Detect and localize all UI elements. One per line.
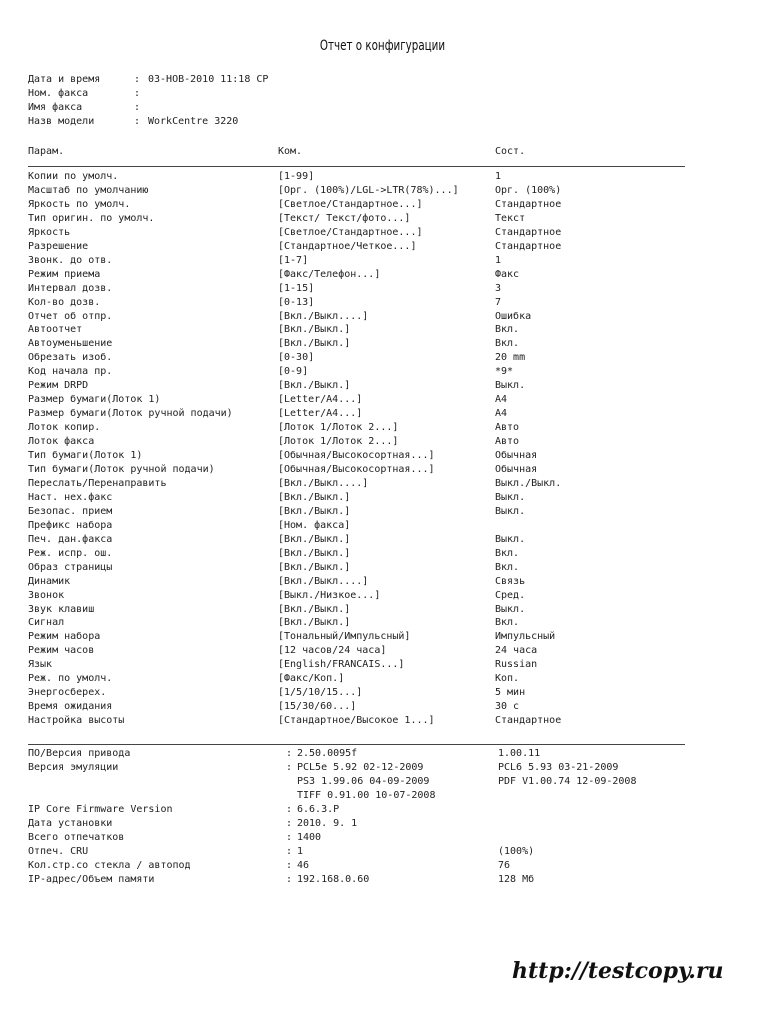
info-extra: 76: [498, 860, 511, 871]
settings-param: Звонок: [28, 589, 65, 601]
settings-row: [28, 547, 708, 561]
info-row: [28, 803, 708, 817]
settings-param: Отчет об отпр.: [28, 310, 113, 322]
info-colon: :: [286, 818, 293, 829]
settings-row: [28, 407, 708, 421]
settings-status: Вкл.: [495, 561, 520, 573]
settings-status: Стандартное: [495, 198, 562, 210]
settings-status: Вкл.: [495, 617, 520, 629]
settings-param: Печ. дан.факса: [28, 533, 113, 545]
settings-param: Автоотчет: [28, 324, 83, 336]
settings-command: [Вкл./Выкл.]: [278, 533, 351, 545]
settings-command: [Стандартное/Высокое 1...]: [278, 715, 435, 726]
settings-row: [28, 603, 708, 617]
settings-command: [Вкл./Выкл.]: [278, 561, 351, 573]
settings-status: A4: [495, 394, 508, 406]
settings-param: Размер бумаги(Лоток ручной подачи): [28, 408, 233, 420]
settings-command: [Обычная/Высокосортная...]: [278, 463, 435, 475]
settings-row: [28, 254, 708, 268]
divider-top: [28, 166, 685, 167]
info-value: 1400: [297, 832, 322, 843]
settings-param: Обрезать изоб.: [28, 352, 113, 364]
info-row: [28, 845, 708, 859]
info-extra: (100%): [498, 846, 535, 857]
settings-status: 20 mm: [495, 352, 526, 364]
info-row: [28, 831, 708, 845]
info-extra: 128 Мб: [498, 874, 535, 885]
info-label: IP-адрес/Объем памяти: [28, 874, 155, 885]
settings-command: [Лоток 1/Лоток 2...]: [278, 422, 399, 434]
settings-command: [0-30]: [278, 352, 315, 364]
settings-row: [28, 700, 708, 714]
settings-status: 5 мин: [495, 687, 526, 699]
settings-status: Russian: [495, 659, 538, 671]
settings-param: Реж. по умолч.: [28, 673, 113, 685]
settings-status: Авто: [495, 436, 520, 448]
settings-status: *9*: [495, 366, 514, 378]
settings-row: [28, 379, 708, 393]
settings-row: [28, 282, 708, 296]
settings-param: Размер бумаги(Лоток 1): [28, 394, 161, 406]
settings-status: Выкл./Выкл.: [495, 477, 562, 489]
header-colon: :: [134, 116, 141, 127]
settings-param: Звонк. до отв.: [28, 254, 113, 266]
column-header-command: Ком.: [278, 146, 303, 157]
settings-command: [Вкл./Выкл....]: [278, 477, 369, 489]
settings-command: [Вкл./Выкл.]: [278, 380, 351, 392]
info-value: PS3 1.99.06 04-09-2009: [297, 776, 430, 787]
settings-row: [28, 337, 708, 351]
column-header-param: Парам.: [28, 146, 65, 157]
settings-row: [28, 644, 708, 658]
settings-status: Связь: [495, 575, 526, 587]
settings-row: [28, 421, 708, 435]
settings-param: Код начала пр.: [28, 366, 113, 378]
settings-status: Обычная: [495, 463, 538, 475]
info-colon: :: [286, 874, 293, 885]
settings-status: 3: [495, 282, 502, 294]
settings-row: [28, 589, 708, 603]
settings-row: [28, 658, 708, 672]
info-label: Всего отпечатков: [28, 832, 125, 843]
settings-param: Безопас. прием: [28, 505, 113, 517]
settings-status: A4: [495, 408, 508, 420]
settings-row: [28, 491, 708, 505]
settings-row: [28, 505, 708, 519]
settings-status: Обычная: [495, 450, 538, 461]
settings-row: [28, 630, 708, 644]
settings-row: [28, 575, 708, 589]
settings-row: [28, 435, 708, 449]
info-label: Версия эмуляции: [28, 762, 119, 773]
settings-status: Факс: [495, 268, 520, 280]
settings-status: Вкл.: [495, 547, 520, 559]
info-colon: :: [286, 860, 293, 871]
settings-status: 24 часа: [495, 645, 538, 657]
info-colon: :: [286, 762, 293, 773]
info-colon: :: [286, 846, 293, 857]
header-value: 03-НОВ-2010 11:18 СР: [148, 74, 269, 85]
settings-command: [Факс/Телефон...]: [278, 268, 381, 280]
settings-row: [28, 310, 708, 324]
settings-param: Язык: [28, 659, 53, 671]
settings-status: 1: [495, 171, 502, 182]
settings-command: [Обычная/Высокосортная...]: [278, 450, 435, 461]
settings-param: Наст. нех.факс: [28, 491, 113, 503]
settings-param: Лоток факса: [28, 436, 95, 448]
settings-command: [1-15]: [278, 282, 315, 294]
settings-command: [1-99]: [278, 171, 315, 182]
settings-status: Выкл.: [495, 491, 526, 503]
settings-status: Выкл.: [495, 380, 526, 392]
settings-row: [28, 240, 708, 254]
info-row: [28, 747, 708, 761]
settings-param: Лоток копир.: [28, 422, 101, 434]
settings-status: Стандартное: [495, 226, 562, 238]
settings-status: Импульсный: [495, 631, 556, 643]
info-row: [28, 873, 708, 887]
info-colon: :: [286, 804, 293, 815]
settings-command: [Вкл./Выкл....]: [278, 310, 369, 322]
info-colon: :: [286, 832, 293, 843]
settings-row: [28, 519, 708, 533]
settings-row: [28, 268, 708, 282]
info-label: ПО/Версия привода: [28, 748, 131, 759]
settings-param: Тип бумаги(Лоток 1): [28, 450, 143, 461]
settings-param: Реж. испр. ош.: [28, 547, 113, 559]
header-label: Назв модели: [28, 116, 95, 127]
settings-row: [28, 184, 708, 198]
settings-param: Интервал дозв.: [28, 282, 113, 294]
settings-param: Режим приема: [28, 268, 101, 280]
settings-param: Динамик: [28, 575, 71, 587]
info-value: 6.6.3.P: [297, 804, 340, 815]
settings-row: [28, 226, 708, 240]
settings-status: Выкл.: [495, 533, 526, 545]
header-label: Ном. факса: [28, 88, 89, 99]
settings-command: [Вкл./Выкл.]: [278, 603, 351, 615]
settings-command: [15/30/60...]: [278, 701, 357, 713]
settings-status: Орг. (100%): [495, 184, 562, 196]
settings-param: Сигнал: [28, 617, 65, 629]
settings-command: [1-7]: [278, 254, 309, 266]
info-row: [28, 761, 708, 775]
settings-command: [Letter/A4...]: [278, 394, 363, 406]
settings-param: Кол-во дозв.: [28, 296, 101, 308]
column-header-status: Сост.: [495, 146, 526, 157]
info-extra: PCL6 5.93 03-21-2009: [498, 762, 619, 773]
settings-command: [Вкл./Выкл.]: [278, 324, 351, 336]
header-colon: :: [134, 88, 141, 99]
settings-row: [28, 533, 708, 547]
info-value: PCL5e 5.92 02-12-2009: [297, 762, 424, 773]
settings-param: Префикс набора: [28, 519, 113, 531]
watermark-url: http://testcopy.ru: [512, 958, 724, 984]
settings-command: [1/5/10/15...]: [278, 687, 363, 699]
settings-command: [Факс/Коп.]: [278, 673, 345, 685]
settings-param: Копии по умолч.: [28, 171, 119, 182]
info-value: 2.50.0095f: [297, 748, 358, 759]
settings-command: [Вкл./Выкл.]: [278, 338, 351, 350]
info-row: [28, 817, 708, 831]
settings-param: Режим часов: [28, 645, 95, 657]
settings-command: [Вкл./Выкл.]: [278, 491, 351, 503]
header-label: Дата и время: [28, 74, 101, 85]
settings-status: Текст: [495, 212, 526, 224]
settings-command: [Вкл./Выкл.]: [278, 547, 351, 559]
settings-command: [0-13]: [278, 296, 315, 308]
settings-param: Яркость: [28, 226, 71, 238]
settings-row: [28, 561, 708, 575]
info-value: 46: [297, 860, 310, 871]
settings-command: [Вкл./Выкл....]: [278, 575, 369, 587]
info-value: TIFF 0.91.00 10-07-2008: [297, 790, 436, 801]
settings-row: [28, 212, 708, 226]
settings-command: [0-9]: [278, 366, 309, 378]
settings-param: Масштаб по умолчанию: [28, 184, 149, 196]
settings-status: Выкл.: [495, 505, 526, 517]
settings-status: 30 с: [495, 701, 520, 713]
info-colon: :: [286, 748, 293, 759]
settings-row: [28, 393, 708, 407]
divider-bottom: [28, 744, 685, 745]
info-value: 1: [297, 846, 304, 857]
settings-row: [28, 477, 708, 491]
info-label: Кол.стр.со стекла / автопод: [28, 860, 191, 871]
settings-row: [28, 351, 708, 365]
report-title: Отчет о конфигурации: [319, 38, 446, 54]
settings-status: 1: [495, 254, 502, 266]
info-extra: PDF V1.00.74 12-09-2008: [498, 776, 637, 787]
settings-status: Стандартное: [495, 240, 562, 252]
settings-param: Звук клавиш: [28, 603, 95, 615]
settings-param: Переслать/Перенаправить: [28, 477, 167, 489]
settings-command: [Letter/A4...]: [278, 408, 363, 420]
settings-param: Настройка высоты: [28, 715, 125, 726]
settings-row: [28, 714, 708, 728]
header-value: WorkCentre 3220: [148, 116, 239, 127]
settings-row: [28, 463, 708, 477]
settings-command: [Ном. факса]: [278, 519, 351, 531]
settings-row: [28, 170, 708, 184]
settings-command: [Вкл./Выкл.]: [278, 617, 351, 629]
settings-param: Время ожидания: [28, 701, 113, 713]
header-colon: :: [134, 74, 141, 85]
settings-param: Образ страницы: [28, 561, 113, 573]
settings-command: [Вкл./Выкл.]: [278, 505, 351, 517]
info-value: 192.168.0.60: [297, 874, 370, 885]
settings-param: Тип оригин. по умолч.: [28, 212, 155, 224]
settings-command: [Лоток 1/Лоток 2...]: [278, 436, 399, 448]
info-label: Отпеч. CRU: [28, 846, 89, 857]
settings-row: [28, 198, 708, 212]
info-value: 2010. 9. 1: [297, 818, 358, 829]
settings-status: Авто: [495, 422, 520, 434]
settings-param: Режим набора: [28, 631, 101, 643]
settings-command: [English/FRANCAIS...]: [278, 659, 405, 671]
info-row: [28, 775, 708, 789]
header-label: Имя факса: [28, 102, 83, 113]
settings-param: Энергосберех.: [28, 687, 107, 699]
settings-command: [12 часов/24 часа]: [278, 645, 387, 657]
settings-param: Режим DRPD: [28, 380, 89, 392]
settings-row: [28, 686, 708, 700]
settings-command: [Светлое/Стандартное...]: [278, 226, 423, 238]
settings-status: Ошибка: [495, 310, 532, 322]
settings-status: Выкл.: [495, 603, 526, 615]
settings-status: Коп.: [495, 673, 520, 685]
settings-status: Сред.: [495, 589, 526, 601]
header-colon: :: [134, 102, 141, 113]
settings-command: [Стандартное/Четкое...]: [278, 240, 417, 252]
info-extra: 1.00.11: [498, 748, 541, 759]
settings-row: [28, 616, 708, 630]
settings-status: Стандартное: [495, 715, 562, 726]
settings-row: [28, 365, 708, 379]
info-label: Дата установки: [28, 818, 113, 829]
settings-param: Тип бумаги(Лоток ручной подачи): [28, 463, 215, 475]
settings-command: [Орг. (100%)/LGL->LTR(78%)...]: [278, 184, 459, 196]
settings-row: [28, 296, 708, 310]
settings-command: [Выкл./Низкое...]: [278, 589, 381, 601]
settings-command: [Текст/ Текст/фото...]: [278, 212, 411, 224]
info-row: [28, 789, 708, 803]
settings-command: [Тональный/Импульсный]: [278, 631, 411, 643]
settings-param: Яркость по умолч.: [28, 198, 131, 210]
settings-row: [28, 449, 708, 463]
settings-command: [Светлое/Стандартное...]: [278, 198, 423, 210]
settings-param: Разрешение: [28, 240, 89, 252]
settings-row: [28, 672, 708, 686]
settings-status: Вкл.: [495, 338, 520, 350]
settings-row: [28, 323, 708, 337]
info-row: [28, 859, 708, 873]
info-label: IP Core Firmware Version: [28, 804, 173, 815]
settings-param: Автоуменьшение: [28, 338, 113, 350]
settings-status: Вкл.: [495, 324, 520, 336]
settings-status: 7: [495, 296, 502, 308]
